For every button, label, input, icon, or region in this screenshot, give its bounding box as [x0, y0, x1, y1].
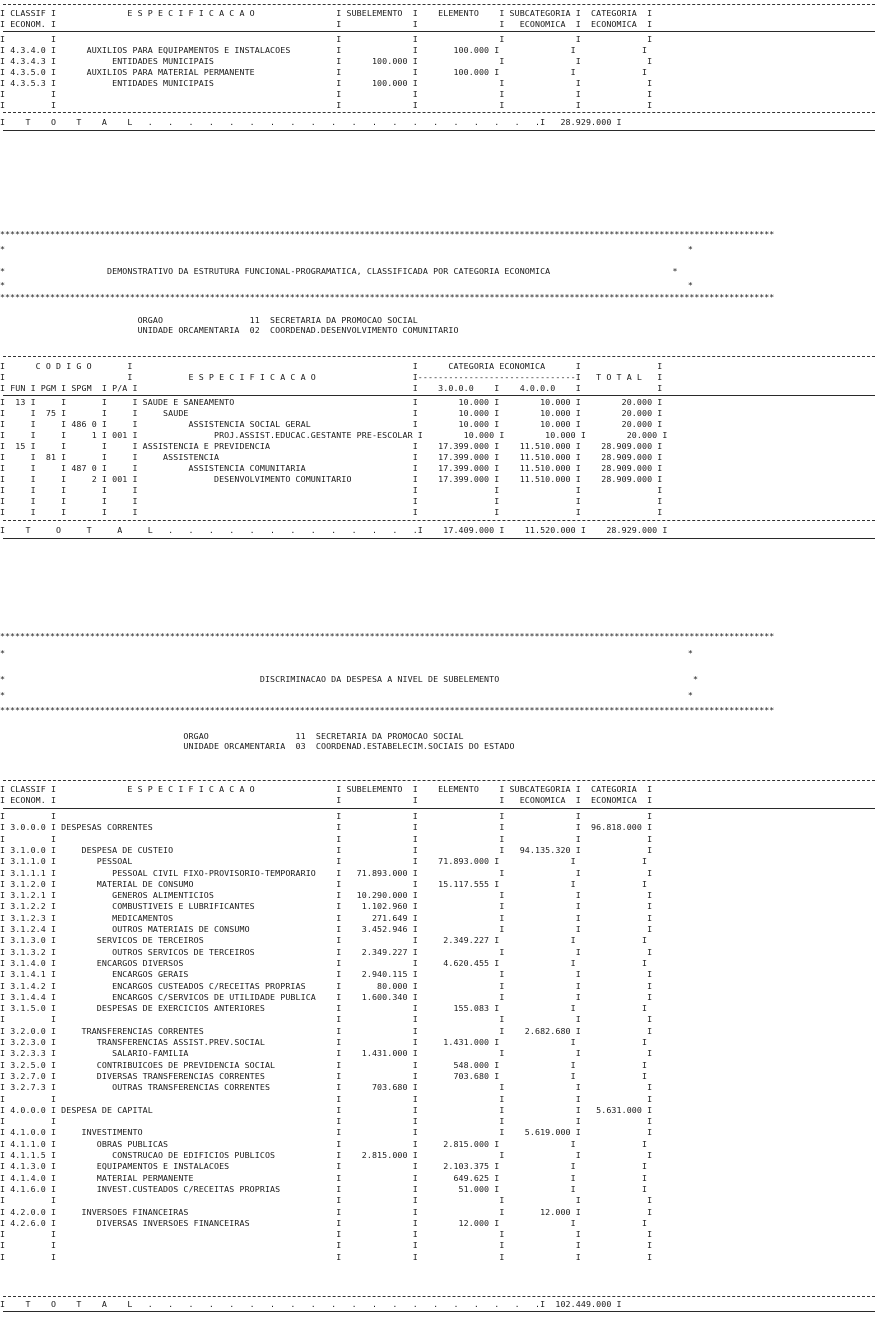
table-row: I I 81 I I I ASSISTENCIA I 17.399.000 I 11.510.000 I 28.909.000 I [0, 452, 663, 462]
demonstrativo-total-rule [3, 520, 875, 521]
discriminacao-stars-bottom: *********************************************************************************************************************************************************** [0, 706, 775, 715]
discriminacao-header-line-1: I CLASSIF I E S P E C I F I C A C A O I SUBELEMENTO I ELEMENTO I SUBCATEGORIA I CATEGORIA I [0, 784, 653, 794]
table-row: I 15 I I I I ASSISTENCIA E PREVIDENCIA I 17.399.000 I 11.510.000 I 28.909.000 I [0, 441, 663, 451]
table-row: I 3.2.7.0 I DIVERSAS TRANSFERENCIAS CORRENTES I I 703.680 I I I [0, 1070, 648, 1081]
discriminacao-side: * * [0, 690, 693, 700]
discriminacao-top-rule [3, 780, 875, 781]
table-row: I 4.3.4.3 I ENTIDADES MUNICIPAIS I 100.000 I I I I [0, 56, 653, 66]
table-row: I I I I I I I [0, 1116, 653, 1127]
top-header-line-2: I ECONOM. I I I I ECONOMICA I ECONOMICA I [0, 19, 653, 29]
table-row: I 4.1.4.0 I MATERIAL PERMANENTE I I 649.625 I I I [0, 1172, 648, 1183]
table-row: I I I I I I I [0, 1093, 653, 1104]
table-row: I I I I I I I [0, 1195, 653, 1206]
demonstrativo-header-line-3: I FUN I PGM I SPGM I P/A I I 3.0.0.0 I 4.0.0.0 I I [0, 383, 663, 393]
table-row: I 3.2.3.0 I TRANSFERENCIAS ASSIST.PREV.SOCIAL I I 1.431.000 I I I [0, 1037, 648, 1047]
table-row: I 3.1.2.4 I OUTROS MATERIAIS DE CONSUMO I 3.452.946 I I I I [0, 924, 653, 934]
discriminacao-unidade: UNIDADE ORCAMENTARIA 03 COORDENAD.ESTABELECIM.SOCIAIS DO ESTADO [0, 741, 515, 751]
table-row: I 3.1.5.0 I DESPESAS DE EXERCICIOS ANTERIORES I I 155.083 I I I [0, 1003, 648, 1014]
table-row: I 3.1.2.3 I MEDICAMENTOS I 271.649 I I I I [0, 912, 653, 923]
table-row: I 3.2.7.3 I OUTRAS TRANSFERENCIAS CORRENTES I 703.680 I I I I [0, 1082, 653, 1093]
discriminacao-total-rule [3, 1296, 875, 1297]
top-rule [3, 4, 875, 5]
table-row: I I I 1 I 001 I PROJ.ASSIST.EDUCAC.GESTANTE PRE-ESCOLAR I 10.000 I 10.000 I 20.000 I [0, 430, 668, 440]
table-row: I 3.1.2.0 I MATERIAL DE CONSUMO I I 15.117.555 I I I [0, 878, 648, 889]
demonstrativo-unidade: UNIDADE ORCAMENTARIA 02 COORDENAD.DESENVOLVIMENTO COMUNITARIO [0, 325, 459, 335]
table-row: I I 75 I I I SAUDE I 10.000 I 10.000 I 20.000 I [0, 408, 663, 418]
table-row: I I I I I I I I I [0, 485, 663, 495]
table-row: I I I 487 0 I I ASSISTENCIA COMUNITARIA I 17.399.000 I 11.510.000 I 28.909.000 I [0, 463, 663, 473]
table-row: I 4.0.0.0 I DESPESA DE CAPITAL I I I I 5.631.000 I [0, 1104, 653, 1115]
table-row: I 3.1.3.0 I SERVICOS DE TERCEIROS I I 2.349.227 I I I [0, 935, 648, 946]
table-row: I 4.1.3.0 I EQUIPAMENTOS E INSTALACOES I I 2.103.375 I I I [0, 1161, 648, 1172]
table-row: I 4.2.0.0 I INVERSOES FINANCEIRAS I I I 12.000 I I [0, 1206, 653, 1217]
table-row: I 13 I I I I SAUDE E SANEAMENTO I 10.000 I 10.000 I 20.000 I [0, 397, 663, 407]
top-bottom-rule [3, 130, 875, 131]
table-row: I 3.0.0.0 I DESPESAS CORRENTES I I I I 96.818.000 I [0, 822, 653, 833]
table-row: I 3.2.3.3 I SALARIO-FAMILIA I 1.431.000 I I I I [0, 1048, 653, 1059]
discriminacao-bottom-rule [3, 1311, 875, 1312]
table-row: I 4.2.6.0 I DIVERSAS INVERSOES FINANCEIRAS I I 12.000 I I I [0, 1217, 648, 1228]
table-row: I 3.1.4.1 I ENCARGOS GERAIS I 2.940.115 I I I I [0, 969, 653, 980]
table-row: I 4.1.6.0 I INVEST.CUSTEADOS C/RECEITAS PROPRIAS I I 51.000 I I I [0, 1183, 648, 1194]
discriminacao-header-rule [3, 808, 875, 809]
demonstrativo-orgao: ORGAO 11 SECRETARIA DA PROMOCAO SOCIAL [0, 315, 418, 325]
table-row: I 3.2.0.0 I TRANSFERENCIAS CORRENTES I I I 2.682.680 I I [0, 1025, 653, 1036]
table-row: I 3.1.2.1 I GENEROS ALIMENTICIOS I 10.290.000 I I I I [0, 890, 653, 901]
discriminacao-stars-top: *********************************************************************************************************************************************************** [0, 632, 775, 641]
table-row: I I I I I I I [0, 1229, 653, 1240]
table-row: I I I I I I I [0, 1251, 653, 1262]
table-row: I I I I I I I [0, 89, 653, 99]
table-row: I 3.2.5.0 I CONTRIBUICOES DE PREVIDENCIA SOCIAL I I 548.000 I I I [0, 1059, 648, 1070]
table-row: I 3.1.1.1 I PESSOAL CIVIL FIXO-PROVISORIO-TEMPORARIO I 71.893.000 I I I I [0, 867, 653, 878]
top-header-rule [3, 31, 875, 32]
discriminacao-title: * DISCRIMINACAO DA DESPESA A NIVEL DE SUBELEMENTO * [0, 674, 699, 684]
table-row: I I I I I I I [0, 1240, 653, 1251]
table-row: I 3.1.2.2 I COMBUSTIVEIS E LUBRIFICANTES I 1.102.960 I I I I [0, 901, 653, 912]
discriminacao-orgao: ORGAO 11 SECRETARIA DA PROMOCAO SOCIAL [0, 731, 464, 741]
top-total-line: I T O T A L . . . . . . . . . . . . . . . . . . . .I 28.929.000 I [0, 117, 622, 127]
demonstrativo-header-line-1: I C O D I G O I I CATEGORIA ECONOMICA I I [0, 361, 663, 371]
demonstrativo-side: * * [0, 280, 693, 290]
table-row: I 3.1.4.2 I ENCARGOS CUSTEADOS C/RECEITAS PROPRIAS I 80.000 I I I I [0, 980, 653, 991]
table-row: I I I I I I I I I [0, 507, 663, 517]
top-total-rule [3, 112, 875, 113]
demonstrativo-stars-bottom: *********************************************************************************************************************************************************** [0, 293, 775, 302]
table-row: I 4.1.0.0 I INVESTIMENTO I I I 5.619.000 I I [0, 1127, 653, 1138]
table-row: I 4.3.5.0 I AUXILIOS PARA MATERIAL PERMANENTE I I 100.000 I I I [0, 67, 648, 77]
table-row: I 4.1.1.5 I CONSTRUCAO DE EDIFICIOS PUBLICOS I 2.815.000 I I I I [0, 1150, 653, 1160]
table-row: I 3.1.1.0 I PESSOAL I I 71.893.000 I I I [0, 856, 648, 867]
table-row: I I I 486 0 I I ASSISTENCIA SOCIAL GERAL I 10.000 I 10.000 I 20.000 I [0, 419, 663, 429]
demonstrativo-side: * * [0, 244, 693, 254]
discriminacao-header-line-2: I ECONOM. I I I I ECONOMICA I ECONOMICA I [0, 795, 653, 805]
table-row: I 4.1.1.0 I OBRAS PUBLICAS I I 2.815.000 I I I [0, 1138, 648, 1149]
table-row: I 3.1.4.4 I ENCARGOS C/SERVICOS DE UTILIDADE PUBLICA I 1.600.340 I I I I [0, 991, 653, 1002]
demonstrativo-total-line: I T O T A L . . . . . . . . . . . . .I 17.409.000 I 11.520.000 I 28.929.000 I [0, 525, 668, 535]
demonstrativo-header-rule [3, 395, 875, 396]
demonstrativo-title: * DEMONSTRATIVO DA ESTRUTURA FUNCIONAL-PROGRAMATICA, CLASSIFICADA POR CATEGORIA ECONOMICA * [0, 266, 678, 276]
top-header-line-1: I CLASSIF I E S P E C I F I C A C A O I SUBELEMENTO I ELEMENTO I SUBCATEGORIA I CATEGORIA I [0, 8, 653, 18]
table-row: I I I I I I I [0, 1014, 653, 1025]
table-row: I I I I I I I [0, 811, 653, 821]
demonstrativo-bottom-rule [3, 538, 875, 539]
table-row: I I I I I I I [0, 833, 653, 844]
table-row: I I I I I I I [0, 34, 653, 44]
discriminacao-total-line: I T O T A L . . . . . . . . . . . . . . . . . . . .I 102.449.000 I [0, 1299, 622, 1309]
table-row: I 3.1.4.0 I ENCARGOS DIVERSOS I I 4.620.455 I I I [0, 957, 648, 968]
table-row: I 3.1.0.0 I DESPESA DE CUSTEIO I I I 94.135.320 I I [0, 844, 653, 855]
table-row: I I I I I I I I I [0, 496, 663, 506]
demonstrativo-stars-top: *********************************************************************************************************************************************************** [0, 230, 775, 239]
table-row: I 4.3.5.3 I ENTIDADES MUNICIPAIS I 100.000 I I I I [0, 78, 653, 88]
table-row: I I I 2 I 001 I DESENVOLVIMENTO COMUNITARIO I 17.399.000 I 11.510.000 I 28.909.000 I [0, 474, 663, 484]
discriminacao-side: * * [0, 648, 693, 658]
demonstrativo-top-rule [3, 356, 875, 357]
table-row: I 4.3.4.0 I AUXILIOS PARA EQUIPAMENTOS E INSTALACOES I I 100.000 I I I [0, 45, 648, 55]
table-row: I 3.1.3.2 I OUTROS SERVICOS DE TERCEIROS I 2.349.227 I I I I [0, 946, 653, 957]
table-row: I I I I I I I [0, 100, 653, 110]
demonstrativo-header-line-2: I I E S P E C I F I C A C A O I-------------------------------I T O T A L I [0, 372, 663, 382]
